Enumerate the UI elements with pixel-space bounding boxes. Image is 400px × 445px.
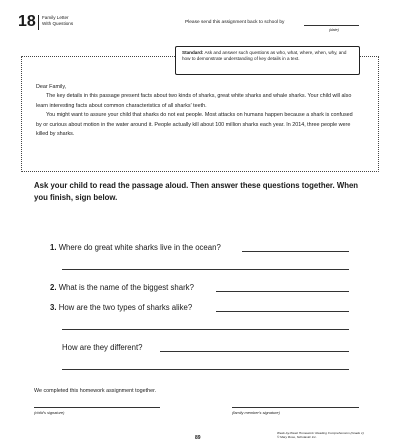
- date-label: (date): [329, 28, 339, 32]
- question-text: Where do great white sharks live in the ocean?: [58, 243, 221, 252]
- child-signature-label: (child's signature): [34, 410, 65, 415]
- child-signature-line[interactable]: [34, 407, 160, 408]
- question-text: How are they different?: [62, 343, 143, 352]
- standard-box: [175, 46, 360, 75]
- question-1: [50, 243, 221, 253]
- family-letter: [36, 83, 356, 139]
- instructions: Ask your child to read the passage aloud. Then answer these questions together. When you finish, sign below.: [34, 181, 359, 202]
- answer-line-4a[interactable]: [160, 351, 349, 352]
- question-text: How are the two types of sharks alike?: [58, 303, 193, 312]
- lesson-title-line2: With Questions: [42, 21, 74, 26]
- credit-line: [277, 431, 387, 439]
- answer-line-1a[interactable]: [242, 251, 349, 252]
- worksheet-header: [18, 14, 383, 32]
- question-4: [62, 343, 142, 353]
- answer-line-2[interactable]: [216, 291, 349, 292]
- letter-paragraph-1: The key details in this passage present facts about two kinds of sharks, great white sharks and whale sharks. Your child will also learn interesting facts about common characteristics of all sharks' teeth.: [36, 93, 352, 109]
- standard-text: Ask and answer such questions as who, what, where, when, why, and how to demonstrate understanding of key details in a text.: [182, 50, 347, 62]
- question-number: 3.: [50, 303, 57, 312]
- header-divider: [38, 15, 39, 30]
- send-back-text: Please send this assignment back to school by: [185, 20, 285, 25]
- answer-line-3b[interactable]: [62, 329, 349, 330]
- completed-statement: We completed this homework assignment together.: [34, 388, 157, 394]
- standard-label: Standard:: [182, 50, 204, 55]
- page-number: 89: [195, 435, 201, 441]
- question-text: What is the name of the biggest shark?: [58, 283, 194, 292]
- question-number: 2.: [50, 283, 57, 292]
- family-signature-label: (family member's signature): [232, 410, 280, 415]
- lesson-title-line1: Family Letter: [42, 15, 69, 20]
- answer-line-1b[interactable]: [62, 269, 349, 270]
- date-blank-line: [304, 25, 359, 26]
- question-number: 1.: [50, 243, 57, 252]
- answer-line-4b[interactable]: [62, 369, 349, 370]
- question-3: [50, 303, 192, 313]
- credit-line-2: © Mary Rose, Scholastic Inc.: [277, 435, 317, 440]
- question-2: [50, 283, 194, 293]
- family-signature-line[interactable]: [232, 407, 359, 408]
- lesson-title: [42, 15, 102, 27]
- letter-paragraph-2: You might want to assure your child that sharks do not eat people. Most attacks on humans happen because a shark is confused by or curious about motion in the water around it. People actually kill about 100 million sharks each year. In 2014, three people were killed by sharks.: [36, 112, 353, 138]
- lesson-number: 18: [18, 13, 36, 30]
- credit-line-1: Week-by-Week Homework: Reading Comprehension (Grade 1): [277, 431, 364, 435]
- answer-line-3a[interactable]: [216, 311, 349, 312]
- letter-greeting: Dear Family,: [36, 84, 67, 90]
